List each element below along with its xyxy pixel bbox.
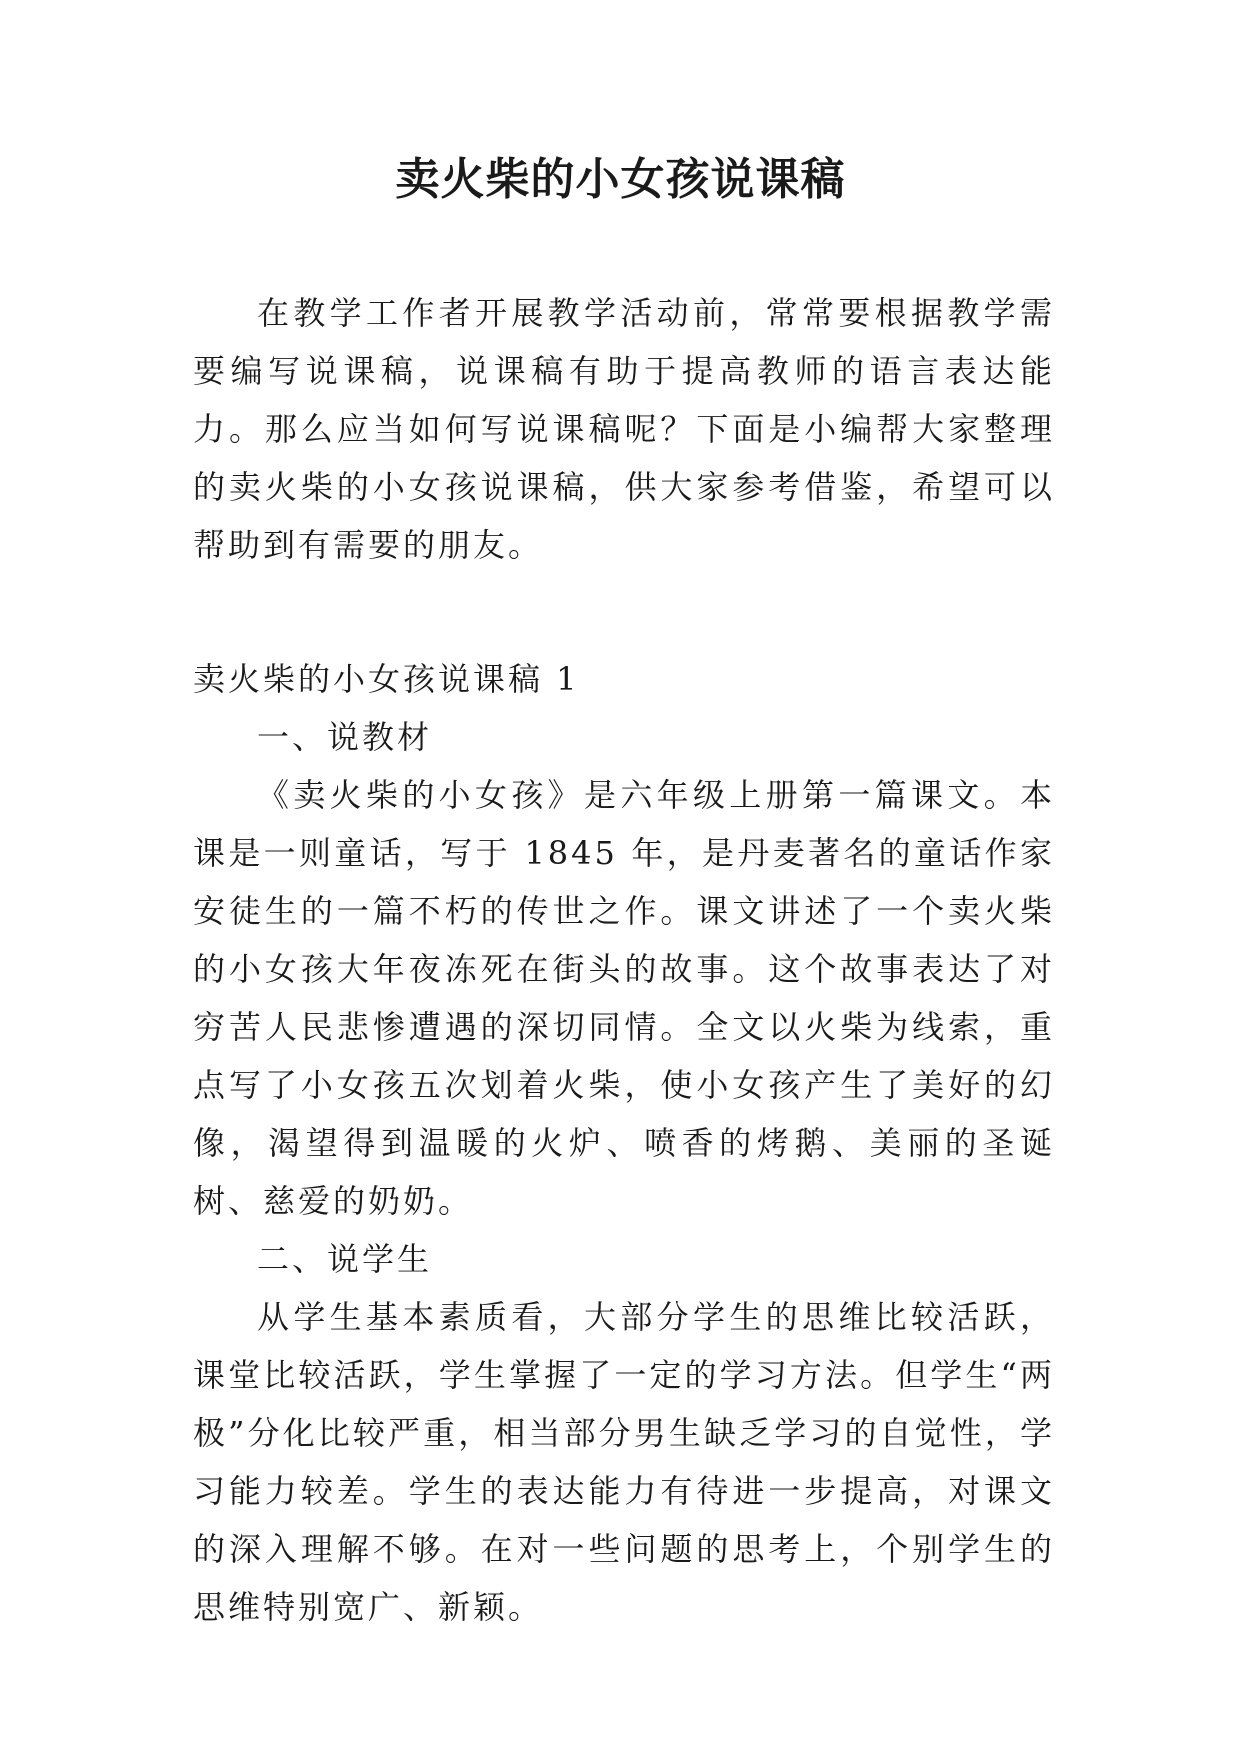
section-title: 卖火柴的小女孩说课稿 1 [193,660,580,698]
section-heading-students: 二、说学生 [257,1240,433,1278]
document-body [193,284,1055,1636]
document-title: 卖火柴的小女孩说课稿 [395,154,846,205]
section-body-textbook: 《卖火柴的小女孩》是六年级上册第一篇课文。本课是一则童话，写于 1845 年，是丹麦著名的童话作家安徒生的一篇不朽的传世之作。课文讲述了一个卖火柴的小女孩大年夜冻死在街头的故事。这个故事表达了对穷苦人民悲惨遭遇的深切同情。全文以火柴为线索，重点写了小女孩五次划着火柴，使小女孩产生了美好的幻像，渴望得到温暖的火炉、喷香的烤鹅、美丽的圣诞树、慈爱的奶奶。 [193,776,1055,1220]
section-body-students: 从学生基本素质看，大部分学生的思维比较活跃，课堂比较活跃，学生掌握了一定的学习方法。但学生“两极”分化比较严重，相当部分男生缺乏学习的自觉性，学习能力较差。学生的表达能力有待进一步提高，对课文的深入理解不够。在对一些问题的思考上，个别学生的思维特别宽广、新颖。 [193,1298,1055,1626]
section-heading-textbook: 一、说教材 [257,718,433,756]
intro-paragraph: 在教学工作者开展教学活动前，常常要根据教学需要编写说课稿，说课稿有助于提高教师的语言表达能力。那么应当如何写说课稿呢？下面是小编帮大家整理的卖火柴的小女孩说课稿，供大家参考借鉴，希望可以帮助到有需要的朋友。 [193,294,1055,564]
